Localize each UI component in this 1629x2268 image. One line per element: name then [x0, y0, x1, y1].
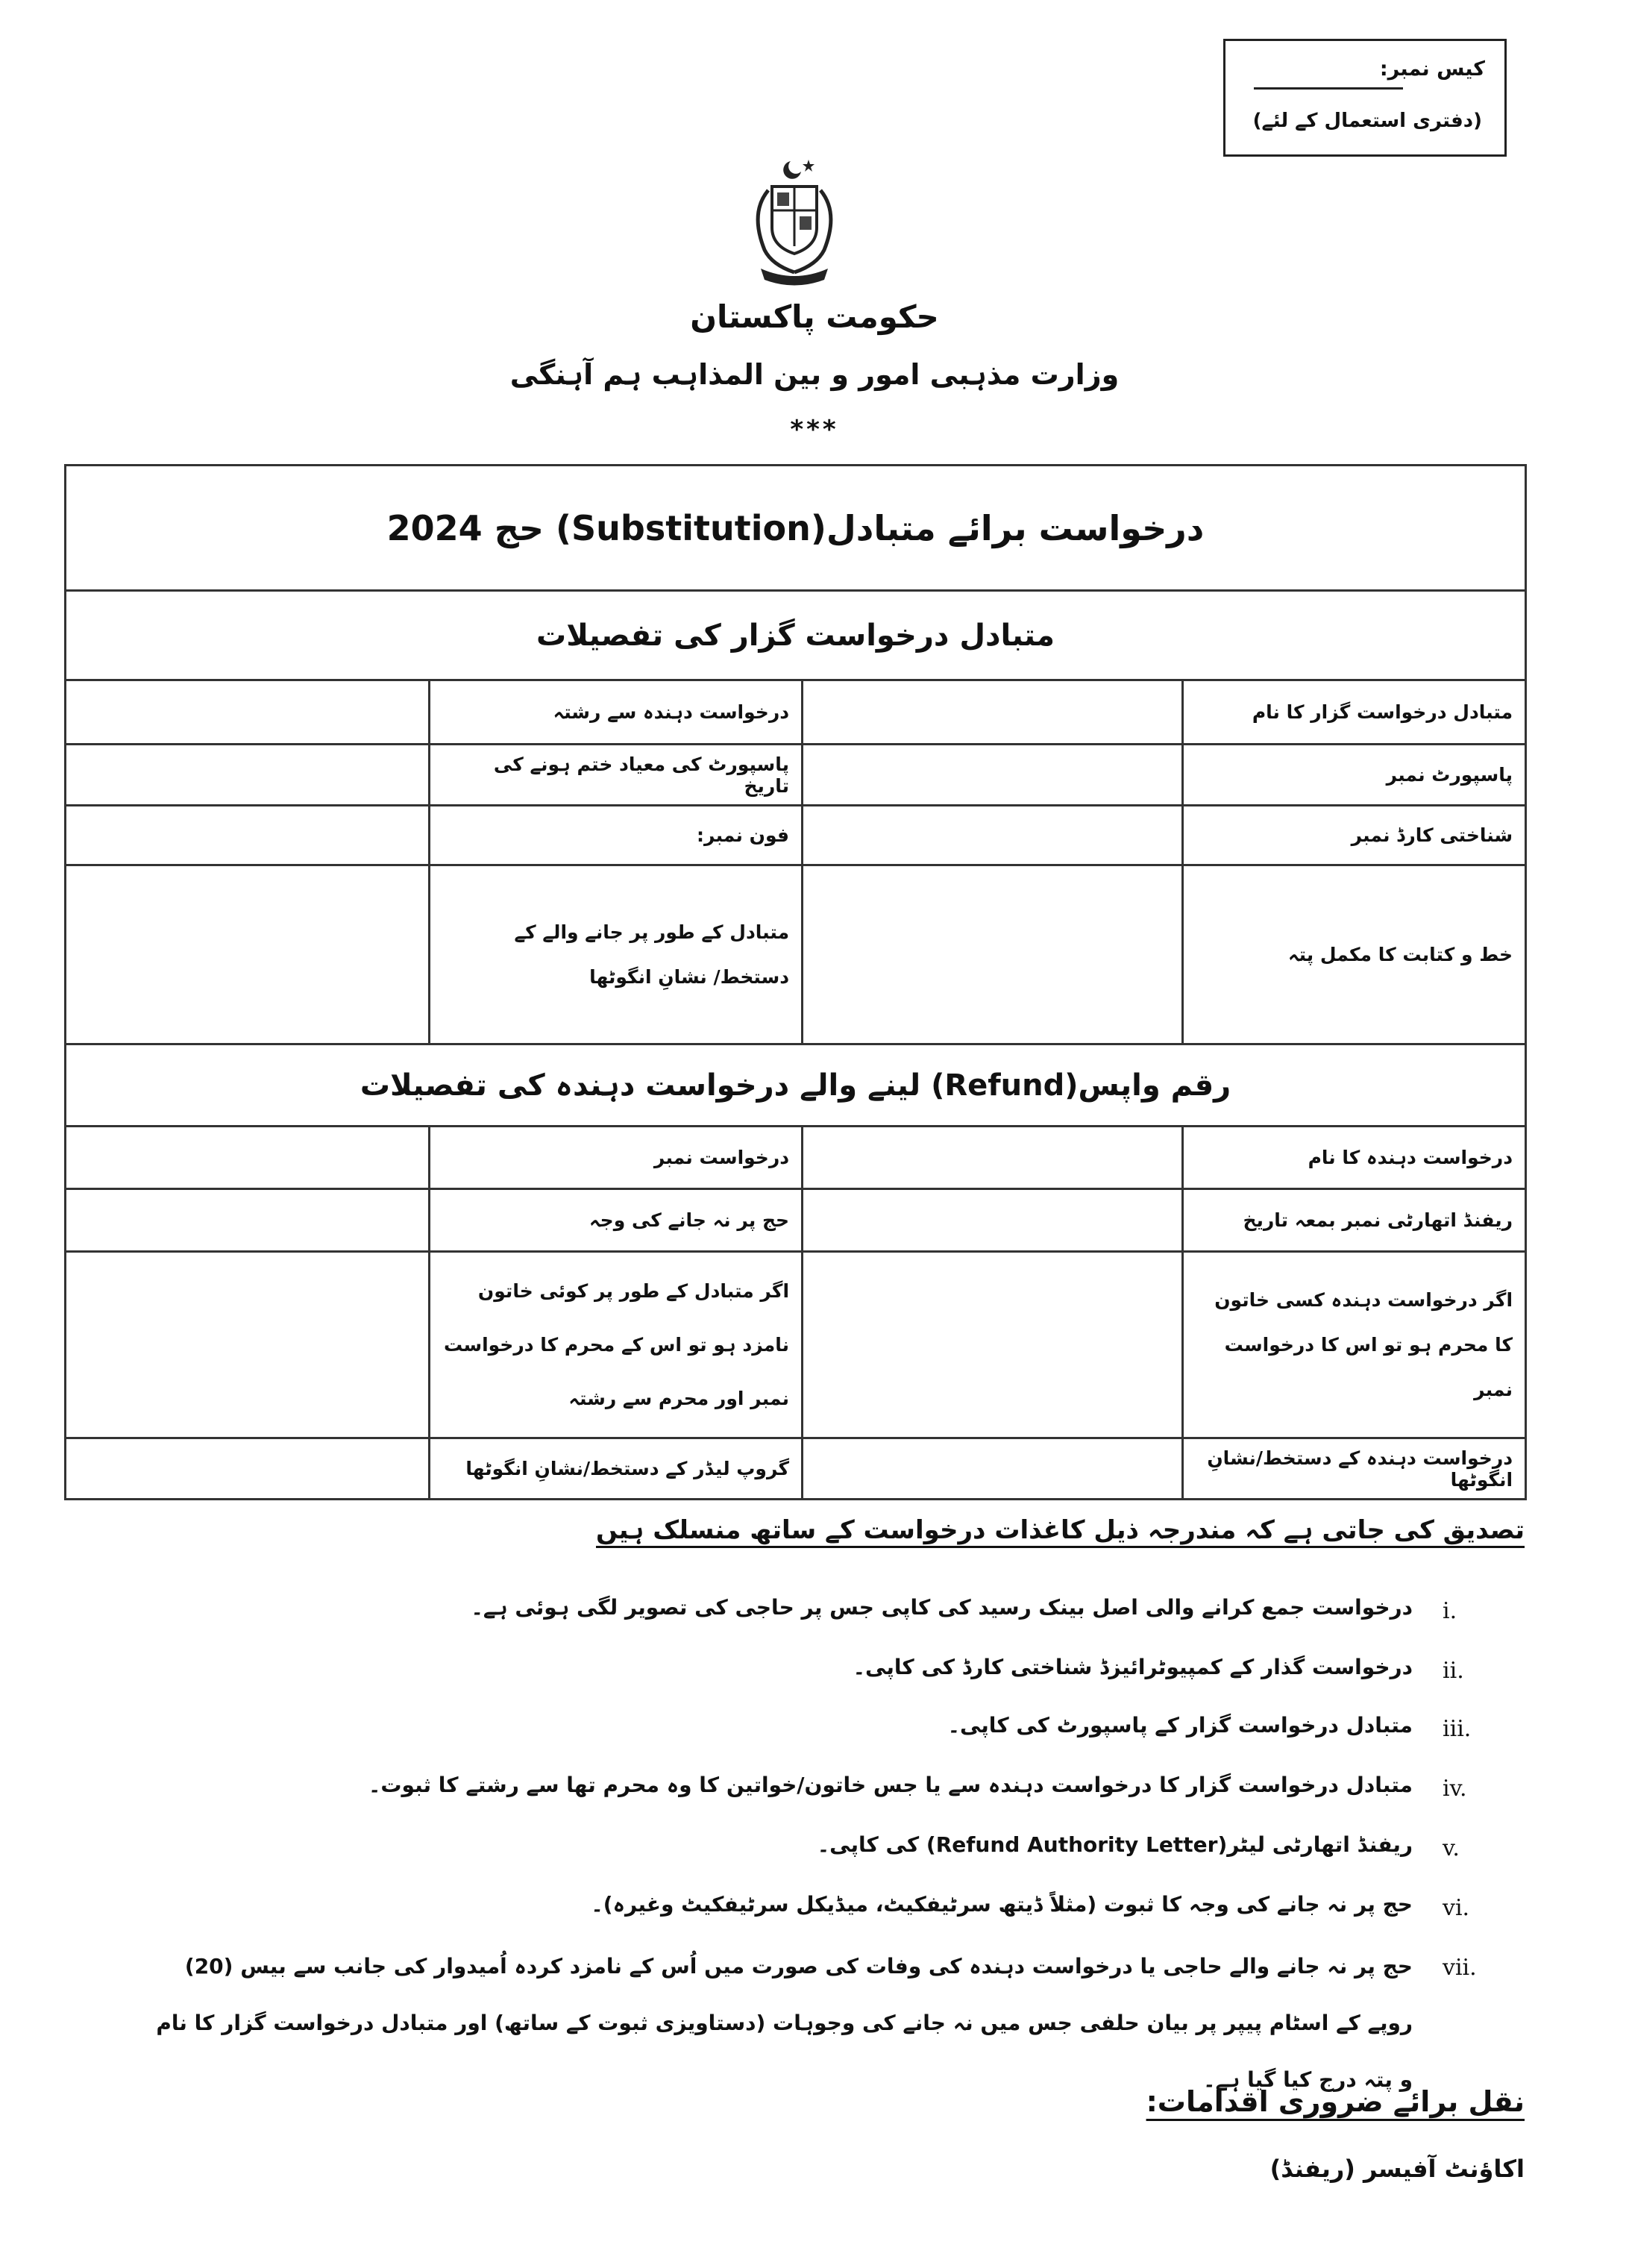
form-label: اگر درخواست دہندہ کسی خاتون کا محرم ہو تو اس کا درخواست نمبر [1183, 1252, 1526, 1438]
list-item: متبادل درخواست گزار کا درخواست دہندہ سے یا جس خاتون/خواتین کا وہ محرم تھا سے رشتے کا ثبوت۔ [368, 1773, 1413, 1797]
form-input-cell[interactable] [803, 1252, 1183, 1438]
form-input-cell[interactable] [803, 680, 1183, 745]
attestation-heading: تصدیق کی جاتی ہے کہ مندرجہ ذیل کاغذات درخواست کے ساتھ منسلک ہیں [596, 1515, 1525, 1545]
copy-to-recipient: اکاؤنٹ آفیسر (ریفنڈ) [1269, 2155, 1525, 2183]
form-input-cell[interactable] [66, 1189, 430, 1252]
government-heading: حکومت پاکستان [690, 298, 939, 335]
form-label: شناختی کارڈ نمبر [1183, 806, 1526, 865]
office-use-box [1223, 39, 1507, 157]
form-label: پاسپورٹ کی معیاد ختم ہونے کی تاریخ [430, 745, 803, 806]
case-number-field[interactable] [1254, 87, 1403, 90]
state-emblem-icon [738, 157, 850, 291]
list-item: متبادل درخواست گزار کے پاسپورٹ کی کاپی۔ [947, 1713, 1413, 1738]
section-substitute-heading: متبادل درخواست گزار کی تفصیلات [66, 591, 1526, 680]
form-label: حج پر نہ جانے کی وجہ [430, 1189, 803, 1252]
form-label: درخواست دہندہ کے دستخط/نشانِ انگوٹھا [1183, 1438, 1526, 1500]
list-number: vii. [1443, 1955, 1477, 1981]
form-input-cell[interactable] [803, 1127, 1183, 1189]
list-item: ریفنڈ اتھارٹی لیٹر(Refund Authority Letter) کی کاپی۔ [817, 1832, 1413, 1857]
list-number: i. [1443, 1598, 1457, 1624]
form-title: درخواست برائے متبادل(Substitution) حج 2024 [66, 466, 1526, 591]
form-label: درخواست دہندہ کا نام [1183, 1127, 1526, 1189]
form-input-cell[interactable] [803, 865, 1183, 1044]
list-number: v. [1443, 1835, 1460, 1861]
substitution-form-table [64, 464, 1527, 1500]
form-input-cell[interactable] [66, 1127, 430, 1189]
form-label: پاسپورٹ نمبر [1183, 745, 1526, 806]
form-input-cell[interactable] [803, 1189, 1183, 1252]
form-input-cell[interactable] [66, 1252, 430, 1438]
form-label: درخواست نمبر [430, 1127, 803, 1189]
list-number: vi. [1443, 1895, 1470, 1921]
form-label: متبادل درخواست گزار کا نام [1183, 680, 1526, 745]
form-input-cell[interactable] [803, 1438, 1183, 1500]
form-label: فون نمبر: [430, 806, 803, 865]
form-input-cell[interactable] [803, 806, 1183, 865]
section-refund-heading: رقم واپس(Refund) لینے والے درخواست دہندہ کی تفصیلات [66, 1044, 1526, 1127]
form-label: درخواست دہندہ سے رشتہ [430, 680, 803, 745]
form-label: گروپ لیڈر کے دستخط/نشانِ انگوٹھا [430, 1438, 803, 1500]
separator: *** [790, 415, 839, 445]
form-input-cell[interactable] [66, 1438, 430, 1500]
form-label: ریفنڈ اتھارٹی نمبر بمعہ تاریخ [1183, 1189, 1526, 1252]
list-item: درخواست جمع کرانے والی اصل بینک رسید کی کاپی جس پر حاجی کی تصویر لگی ہوئی ہے۔ [471, 1595, 1413, 1620]
form-label: اگر متبادل کے طور پر کوئی خاتون نامزد ہو تو اس کے محرم کا درخواست نمبر اور محرم سے رشتہ [430, 1252, 803, 1438]
list-number: ii. [1443, 1658, 1464, 1684]
copy-to-heading: نقل برائے ضروری اقدامات: [1146, 2085, 1525, 2118]
form-input-cell[interactable] [66, 865, 430, 1044]
list-item: حج پر نہ جانے کی وجہ کا ثبوت (مثلاً ڈیتھ سرٹیفکیٹ، میڈیکل سرٹیفکیٹ وغیرہ)۔ [591, 1892, 1413, 1917]
office-use-label: (دفتری استعمال کے لئے) [1252, 110, 1482, 132]
form-input-cell[interactable] [803, 745, 1183, 806]
list-item: حج پر نہ جانے والے حاجی یا درخواست دہندہ کی وفات کی صورت میں اُس کے نامزد کردہ اُمیدوار کی جانب سے بیس (20) روپے کے اسٹام پیپر پر بیان حلفی جس میں نہ جانے کی وجوہات (دستاویزی ثبوت کے ساتھ) اور متبادل درخواست گزار کا نام و پتہ درج کیا گیا ہے۔ [156, 1954, 1413, 2092]
form-input-cell[interactable] [66, 806, 430, 865]
list-item: درخواست گذار کے کمپیوٹرائیزڈ شناختی کارڈ کی کاپی۔ [853, 1655, 1413, 1679]
list-number: iii. [1443, 1716, 1472, 1742]
form-input-cell[interactable] [66, 745, 430, 806]
case-number-label: کیس نمبر: [1379, 57, 1485, 81]
list-number: iv. [1443, 1776, 1467, 1802]
form-label: خط و کتابت کا مکمل پتہ [1183, 865, 1526, 1044]
form-label: متبادل کے طور پر جانے والے کے دستخط/ نشانِ انگوٹھا [430, 865, 803, 1044]
form-input-cell[interactable] [66, 680, 430, 745]
ministry-heading: وزارت مذہبی امور و بین المذاہب ہم آہنگی [509, 358, 1120, 391]
